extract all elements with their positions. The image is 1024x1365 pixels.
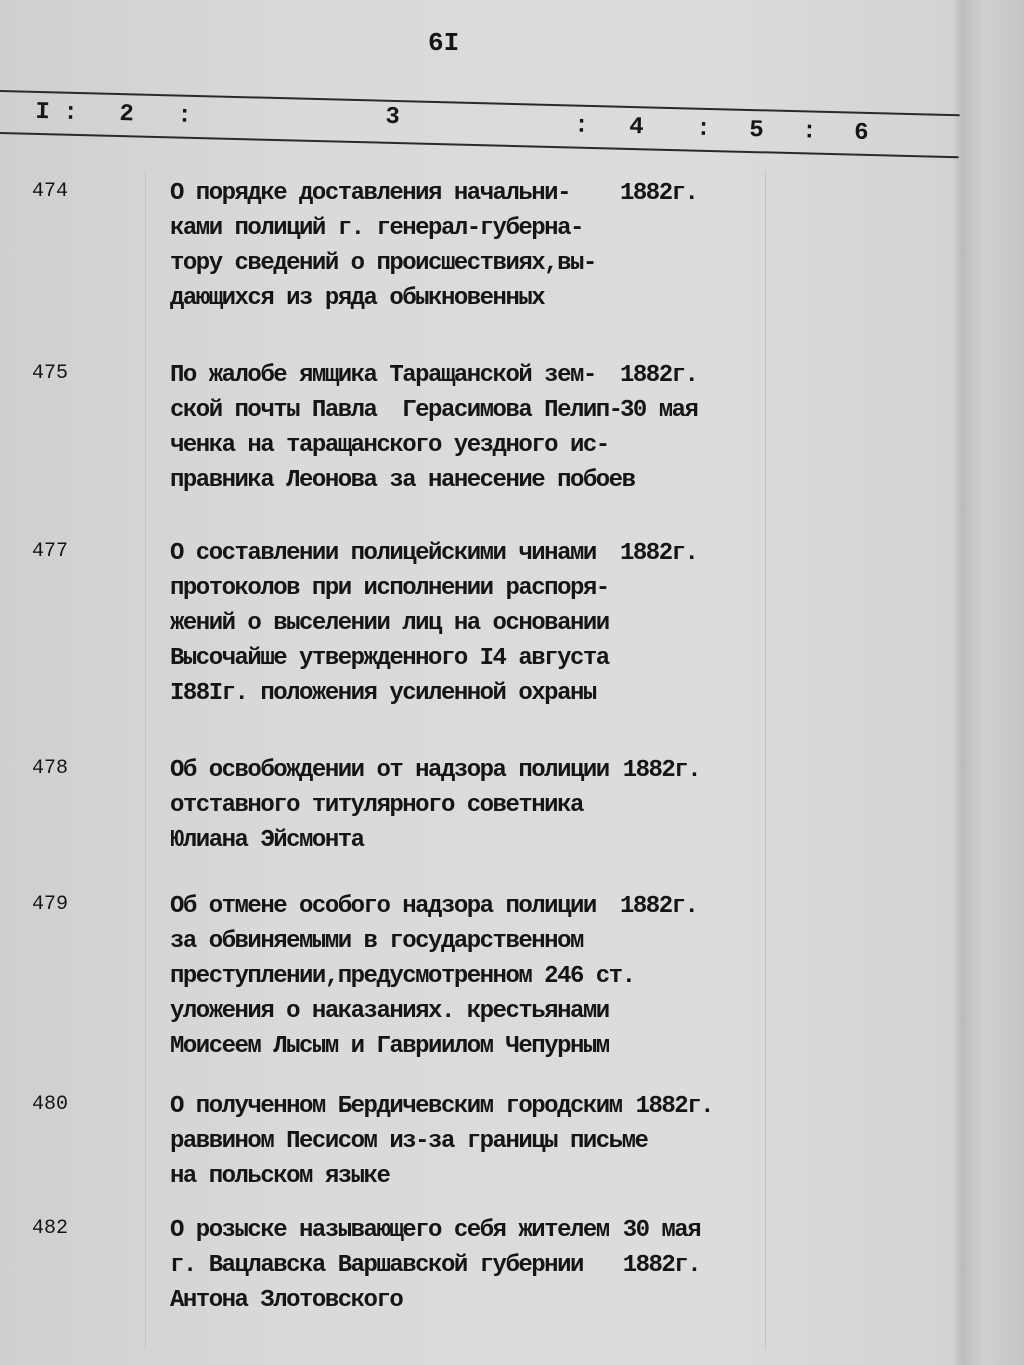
column-header-5: 5 (748, 116, 764, 145)
entry-title-line: О порядке доставления начальни- (170, 180, 570, 207)
column-separator: : (573, 112, 590, 140)
column-header-1: I (35, 98, 51, 127)
column-separator: : (63, 99, 79, 127)
entry-title-line: правника Леонова за нанесение побоев (170, 467, 635, 494)
column-separator: : (177, 102, 193, 130)
column-divider (145, 170, 146, 1350)
entry-title-line: Высочайше утвержденного I4 августа (170, 645, 609, 672)
entry-date: 1882г. (635, 1093, 714, 1120)
entry-title-line: за обвиняемыми в государственном (170, 928, 583, 955)
entry-title-line: дающихся из ряда обыкновенных (170, 285, 545, 312)
entry-title-line: ками полиций г. генерал-губерна- (170, 215, 583, 242)
entry-title-line: г. Вацлавска Варшавской губернии (170, 1252, 583, 1279)
header-top-rule (0, 90, 960, 116)
entry-date: 30 мая (622, 1217, 701, 1244)
entry-title-line: ской почты Павла Герасимова Пелип- (170, 397, 622, 424)
entry-number: 482 (32, 1217, 69, 1240)
entry-title-line: I88Iг. положения усиленной охраны (170, 680, 596, 707)
column-header-6: 6 (853, 119, 869, 147)
entry-number: 474 (32, 180, 69, 203)
entry-number: 478 (32, 757, 69, 780)
entry-title-line: отставного титулярного советника (170, 792, 583, 819)
column-separator: : (695, 115, 711, 143)
entry-title-line: Антона Злотовского (170, 1287, 403, 1314)
entry-title-line: По жалобе ямщика Таращанской зем- (170, 362, 596, 389)
column-separator: : (801, 118, 817, 146)
entry-title-line: жений о выселении лиц на основании (170, 610, 609, 637)
entry-title-line: протоколов при исполнении распоря- (170, 575, 609, 602)
entry-date: 1882г. (622, 1252, 701, 1279)
entry-title-line: ченка на таращанского уездного ис- (170, 432, 609, 459)
entry-title-line: Об отмене особого надзора полиции (170, 893, 596, 920)
column-header-4: 4 (628, 113, 644, 142)
entry-number: 479 (32, 893, 69, 916)
entry-date: 1882г. (622, 757, 701, 784)
entry-date: 1882г. (620, 362, 698, 389)
page-number: 6I (428, 28, 460, 58)
entry-title-line: уложения о наказаниях. крестьянами (170, 998, 609, 1025)
entry-title-line: О полученном Бердичевским городским (170, 1093, 622, 1120)
entry-date: 1882г. (620, 540, 698, 567)
entry-date: 30 мая (620, 397, 698, 424)
entry-title-line: О розыске называющего себя жителем (170, 1217, 609, 1244)
entry-number: 480 (32, 1093, 69, 1116)
entry-date: 1882г. (620, 893, 698, 920)
entry-number: 477 (32, 540, 69, 563)
entry-number: 475 (32, 362, 69, 385)
entry-title-line: преступлении,предусмотренном 246 ст. (170, 963, 635, 990)
entry-title-line: тору сведений о происшествиях,вы- (170, 250, 596, 277)
column-divider (765, 170, 766, 1350)
entry-title-line: Моисеем Лысым и Гавриилом Чепурным (170, 1033, 609, 1060)
entry-title-line: О составлении полицейскими чинами (170, 540, 596, 567)
column-header-2: 2 (119, 101, 135, 129)
entry-title-line: на польском языке (170, 1163, 390, 1190)
column-header-3: 3 (385, 103, 401, 132)
entry-title-line: Об освобождении от надзора полиции (170, 757, 609, 784)
entry-title-line: раввином Песисом из-за границы письме (170, 1128, 648, 1155)
entry-date: 1882г. (620, 180, 698, 207)
entry-title-line: Юлиана Эйсмонта (170, 827, 364, 854)
